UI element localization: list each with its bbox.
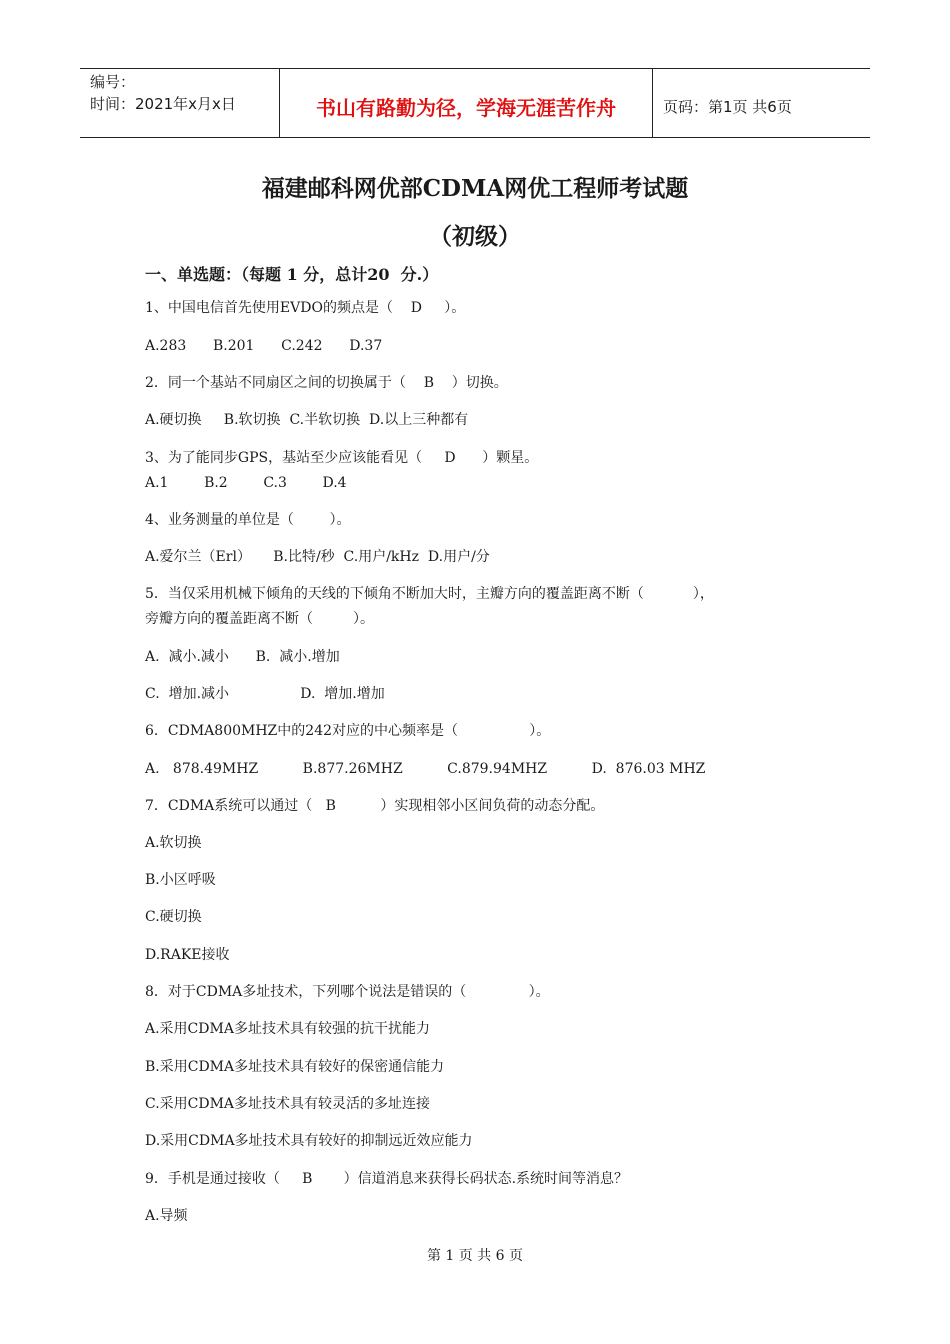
document-title: 福建邮科网优部CDMA网优工程师考试题 [261,175,689,202]
option-line: C.采用CDMA多址技术具有较灵活的多址连接 [145,1096,431,1112]
option-line: D.采用CDMA多址技术具有较好的抑制远近效应能力 [145,1133,473,1149]
question-line: 8．对于CDMA多址技术，下列哪个说法是错误的（ ）。 [145,984,550,1000]
header-table [80,68,870,138]
option-line: A.采用CDMA多址技术具有较强的抗干扰能力 [145,1021,430,1037]
time-label: 时间：2021年x月x日 [90,95,236,113]
option-line: A.爱尔兰（Erl） B.比特/秒 C.用户/kHz D.用户/分 [145,549,490,565]
option-line: B.采用CDMA多址技术具有较好的保密通信能力 [145,1059,445,1075]
header-motto: 书山有路勤为径，学海无涯苦作舟 [280,69,653,137]
option-line: C. 增加.减小 D. 增加.增加 [145,686,385,702]
header-meta [80,69,280,137]
page-footer: 第 1 页 共 6 页 [426,1248,524,1264]
question-line: 6．CDMA800MHZ中的242对应的中心频率是（ ）。 [145,723,551,739]
number-label: 编号： [90,73,136,91]
section-heading: 一、单选题：（每题 1 分，总计20 分.） [145,265,439,284]
option-line: A.导频 [145,1208,188,1224]
option-line: B.小区呼吸 [145,872,216,888]
option-line: A. 减小.减小 B. 减小.增加 [145,649,340,665]
question-line: 9．手机是通过接收（ B ）信道消息来获得长码状态.系统时间等消息？ [145,1171,629,1187]
question-line: 1、中国电信首先使用EVDO的频点是（ D ）。 [145,300,466,316]
option-line: A. 878.49MHZ B.877.26MHZ C.879.94MHZ D. 876.03 MHZ [145,761,706,777]
question-line: 旁瓣方向的覆盖距离不断（ ）。 [145,611,375,627]
document-subtitle: （初级） [429,223,521,250]
question-line: 3、为了能同步GPS，基站至少应该能看见（ D ）颗星。 [145,450,539,466]
header-page-info: 页码：第1页 共6页 [663,97,792,116]
question-line: 7．CDMA系统可以通过（ B ）实现相邻小区间负荷的动态分配。 [145,798,605,814]
option-line: A.283 B.201 C.242 D.37 [145,338,383,354]
option-line: A.硬切换 B.软切换 C.半软切换 D.以上三种都有 [145,412,469,428]
option-line: A.1 B.2 C.3 D.4 [145,475,347,491]
option-line: A.软切换 [145,835,202,851]
question-line: 5．当仅采用机械下倾角的天线的下倾角不断加大时，主瓣方向的覆盖距离不断（ ）， [145,586,714,602]
question-line: 2．同一个基站不同扇区之间的切换属于（ B ）切换。 [145,375,508,391]
option-line: D.RAKE接收 [145,947,230,963]
question-line: 4、业务测量的单位是（ ）。 [145,512,351,528]
option-line: C.硬切换 [145,909,202,925]
